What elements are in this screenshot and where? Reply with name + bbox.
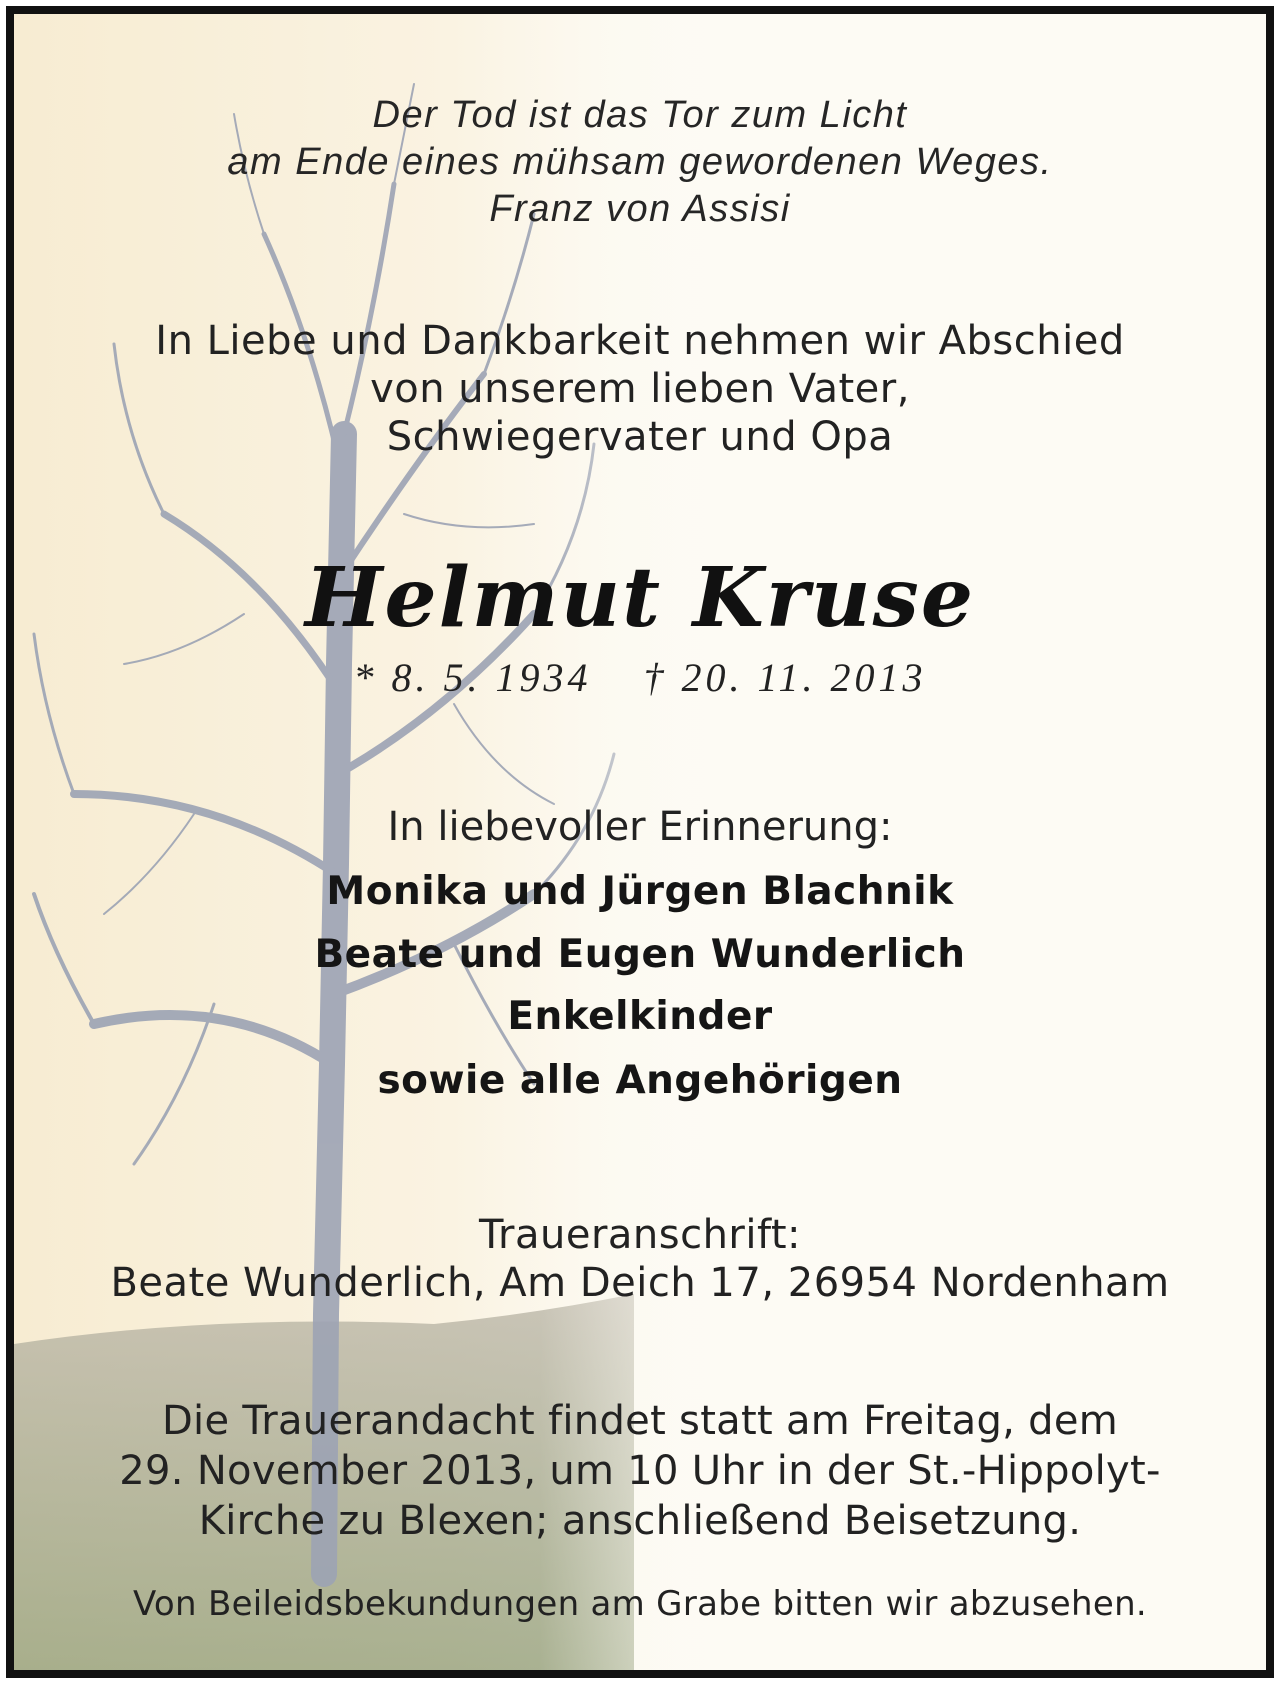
deceased-name: Helmut Kruse — [304, 550, 976, 646]
family-lead: In liebevoller Erinnerung: — [387, 804, 893, 850]
family-member: Enkelkinder — [507, 994, 773, 1039]
birth-date: * 8. 5. 1934 — [353, 655, 592, 700]
family-member: Monika und Jürgen Blachnik — [326, 869, 954, 914]
service-line-3: Kirche zu Blexen; anschließend Beisetzung. — [198, 1498, 1082, 1544]
quote-author: Franz von Assisi — [489, 188, 791, 230]
quote-line-2: am Ende eines mühsam gewordenen Weges. — [227, 141, 1053, 183]
intro-line-2: von unserem lieben Vater, — [370, 366, 910, 412]
service-line-2: 29. November 2013, um 10 Uhr in der St.-Hippolyt- — [119, 1448, 1161, 1494]
life-dates — [14, 654, 1266, 701]
obituary-notice — [6, 6, 1274, 1678]
intro-line-3: Schwiegervater und Opa — [386, 414, 894, 460]
service-line-1: Die Trauerandacht findet statt am Freitag, dem — [161, 1398, 1119, 1444]
quote-line-1: Der Tod ist das Tor zum Licht — [372, 94, 908, 136]
intro-line-1: In Liebe und Dankbarkeit nehmen wir Abschied — [155, 318, 1125, 364]
address-label: Traueranschrift: — [478, 1212, 802, 1258]
family-member: Beate und Eugen Wunderlich — [314, 932, 966, 977]
address-value: Beate Wunderlich, Am Deich 17, 26954 Nordenham — [110, 1260, 1170, 1306]
notice-text — [14, 14, 1266, 1670]
death-date: † 20. 11. 2013 — [643, 655, 927, 700]
closing-note: Von Beileidsbekundungen am Grabe bitten wir abzusehen. — [132, 1584, 1148, 1624]
family-member: sowie alle Angehörigen — [377, 1058, 903, 1103]
